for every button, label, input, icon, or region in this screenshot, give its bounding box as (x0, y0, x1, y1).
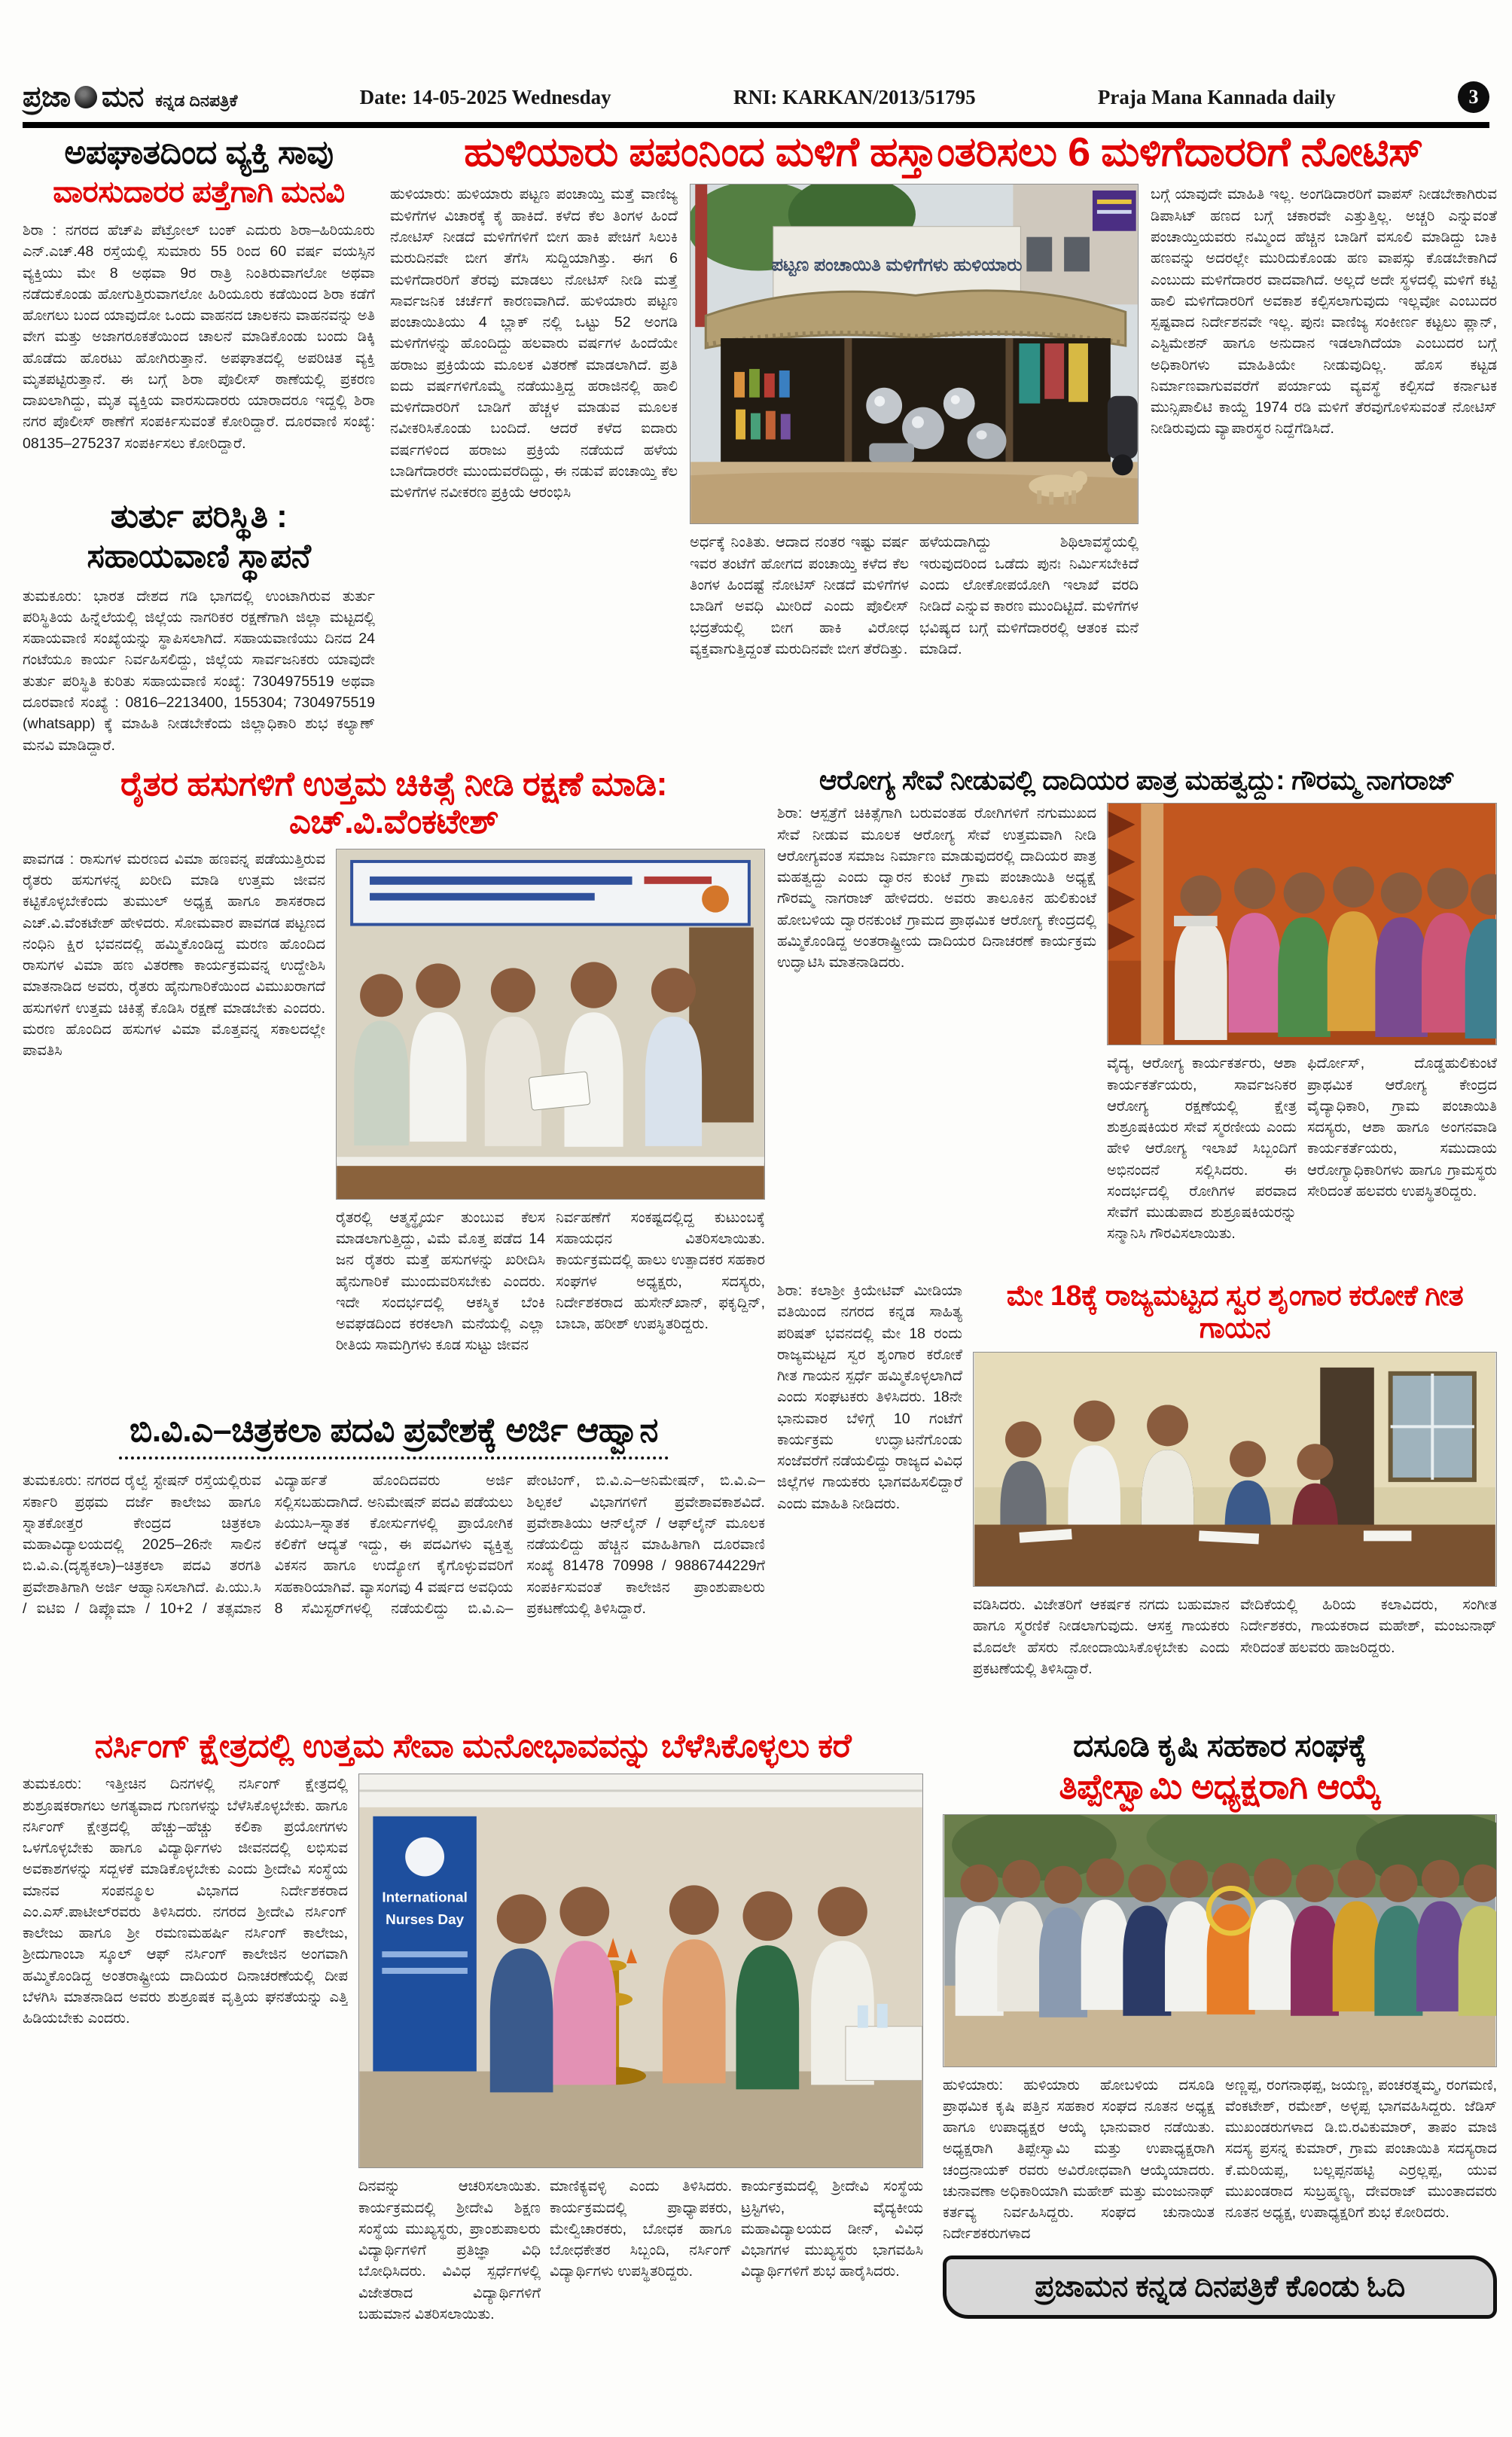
health-headline: ಆರೋಗ್ಯ ಸೇವೆ ನೀಡುವಲ್ಲಿ ದಾದಿಯರ ಪಾತ್ರ ಮಹತ್ವದ್ದು: ಗೌರ‍ಮ್ಮ ನಾಗರಾಜ್ (818, 764, 1456, 795)
article-notice (390, 130, 1497, 761)
notice-middle (690, 184, 1139, 750)
dasudi-columns (943, 2075, 1497, 2245)
dasudi-photo-illustration (943, 1815, 1496, 2066)
dasudi-headline-line1: ದಸೂಡಿ ಕೃಷಿ ಸಹಕಾರ ಸಂಘಕ್ಕೆ (1073, 1728, 1367, 1763)
helpline-headline (23, 497, 375, 577)
masthead-rni: RNI: KARKAN/2013/51795 (733, 85, 976, 108)
health-photo-illustration (1108, 804, 1496, 1045)
health-sub-columns (1107, 1053, 1497, 1253)
karaoke-photo (973, 1352, 1497, 1587)
farmers-photo (336, 849, 765, 1200)
masthead-logo (23, 81, 237, 114)
farmers-col3: ನಿರ್ವಹಣೆಗೆ ಸಂಕಷ್ಟದಲ್ಲಿದ್ದ ಕುಟುಂಬಕ್ಕೆ ಸಹಾಯಧನ ವಿತರಿಸಲಾಯಿತು. ಕಾರ್ಯಕ್ರಮದಲ್ಲಿ ಹಾಲು ಉತ್ಪಾದಕರ ಸಹಕಾರ ಸಂಘಗಳ ಅಧ್ಯಕ್ಷರು, ಸದಸ್ಯರು, ನಿರ್ದೇಶಕರಾದ ಹುಸೇನ್‌ಖಾನ್, ಫಕೃದ್ದಿನ್, ಬಾಬಾ, ಹರೀಶ್ ಉಪಸ್ಥಿತರಿದ್ದರು. (556, 1209, 765, 1333)
health-col1: ಶಿರಾ: ಆಸ್ಪತ್ರೆಗೆ ಚಿಕಿತ್ಸೆಗಾಗಿ ಬರುವಂತಹ ರೋಗಿಗಳಿಗೆ ನಗುಮುಖದ ಸೇವೆ ನೀಡುವ ಮೂಲಕ ಆರೋಗ್ಯ ಸೇವೆ ಉತ್ತಮವಾಗಿ ನೀಡಿ ಆರೋಗ್ಯವಂತ ಸಮಾಜ ನಿರ್ಮಾಣ ಮಾಡುವುದರಲ್ಲಿ ದಾದಿಯರ ಪಾತ್ರ ಮಹತ್ವದ್ದು ಎಂದು ದ್ವಾರನ ಕುಂಟೆ ಗ್ರಾಮ ಪಂಚಾಯಿತಿ ಅಧ್ಯಕ್ಷೆ ಗೌರ‍ಮ್ಮ ನಾಗರಾಜ್ ಹೇಳಿದರು. ಅವರು ತಾಲೂಕಿನ ಹುಲಿಕುಂಟೆ ಹೋಬಳಿಯ ದ್ವಾರನಕುಂಟೆ ಗ್ರಾಮದ ಪ್ರಾಥಮಿಕ ಆರೋಗ್ಯ ಕೇಂದ್ರದಲ್ಲಿ ಹಮ್ಮಿಕೊಂಡಿದ್ದ ಅಂತರಾಷ್ಟ್ರೀಯ ದಾದಿಯರ ದಿನಾಚರಣೆ ಕಾರ್ಯಕ್ರಮ ಉದ್ಘಾಟಿಸಿ ಮಾತನಾಡಿದರು. (777, 805, 1096, 971)
article-dasudi (943, 1728, 1497, 2383)
dasudi-headline-line2: ತಿಪ್ಪೇಸ್ವಾಮಿ ಅಧ್ಯಕ್ಷರಾಗಿ ಆಯ್ಕೆ (1059, 1767, 1381, 1807)
nurses-day-banner-line2: Nurses Day (386, 1912, 465, 1929)
karaoke-headline: ಮೇ 18ಕ್ಕೆ ರಾಜ್ಯಮಟ್ಟದ ಸ್ವರ ಶೃಂಗಾರ ಕರೋಕೆ ಗೀತ ಗಾಯನ (1006, 1280, 1464, 1344)
farmers-middle (336, 849, 765, 1430)
farmers-sub-columns (336, 1207, 765, 1420)
nursing-sub-columns (358, 2176, 923, 2353)
notice-col1: ಹುಳಿಯಾರು: ಹುಳಿಯಾರು ಪಟ್ಟಣ ಪಂಚಾಯ್ತಿ ಮತ್ತೆ ವಾಣಿಜ್ಯ ಮಳಿಗೆಗಳ ವಿಚಾರಕ್ಕೆ ಕೈ ಹಾಕಿದೆ. ಕಳೆದ ಕೆಲ ತಿಂಗಳ ಹಿಂದೆ ನೋಟಿಸ್ ನೀಡದೆ ಮಳಿಗೆಗಳಿಗೆ ಬೀಗ ಹಾಕಿ ಪೇಚಿಗೆ ಸಿಲುಕಿ ಮರುದಿನವೇ ಬೀಗ ತೆಗೆಸಿ ಸುದ್ದಿಯಾಗಿತ್ತು. ಈಗ 6 ಮಳಿಗೆದಾರರಿಗೆ ತೆರವು ಮಾಡಲು ನೋಟಿಸ್ ನೀಡಿ ಮತ್ತೆ ಸಾರ್ವಜನಿಕ ಚರ್ಚೆಗೆ ಕಾರಣವಾಗಿದೆ. ಹುಳಿಯಾರು ಪಟ್ಟಣ ಪಂಚಾಯಿತಿಯು 4 ಬ್ಲಾಕ್ ನಲ್ಲಿ ಒಟ್ಟು 52 ಅಂಗಡಿ ಮಳಿಗೆಗಳನ್ನು ಹೊಂದಿದ್ದು ಹಲವಾರು ವರ್ಷಗಳ ಹಿಂದೆಯೇ ಹರಾಜು ಪ್ರಕ್ರಿಯೆಯ ಮೂಲಕ ವಿತರಣೆ ಮಾಡಲಾಗಿದೆ. ಪ್ರತಿ ಐದು ವರ್ಷಗಳಿಗೊಮ್ಮೆ ನಡೆಯುತ್ತಿದ್ದ ಹರಾಜಿನಲ್ಲಿ ಹಾಲಿ ಮಳಿಗೆದಾರರಿಗೆ ಬಾಡಿಗೆ ಹೆಚ್ಚಳ ಮಾಡುವ ಮೂಲಕ ನವೀಕರಿಸಿಕೊಂಡು ಬಂದಿದೆ. ಆದರೆ ಕಳೆದ ಐದಾರು ವರ್ಷಗಳಿಂದ ಹರಾಜು ಪ್ರಕ್ರಿಯೆ ನಡೆಯದೆ ಹಳೆಯ ಬಾಡಿಗೆದಾರರೇ ಮುಂದುವರೆದಿದ್ದು, ಈ ನಡುವೆ ಪಂಚಾಯ್ತಿ ಕೆಲ ಮಳಿಗೆಗಳ ನವೀಕರಣ ಪ್ರಕ್ರಿಯೆ ಆರಂಭಿಸಿ (390, 186, 678, 502)
karaoke-main (973, 1280, 1497, 1717)
nursing-photo (358, 1774, 923, 2168)
shop-photo (690, 184, 1139, 524)
notice-col3: ಹಳೆಯದಾಗಿದ್ದು ಶಿಥಿಲಾವಸ್ಥೆಯಲ್ಲಿ ಇರುವುದರಿಂದ ಒಡೆದು ಪುನಃ ನಿರ್ಮಿಸಬೇಕಿದೆ ಎಂದು ಲೋಕೋಪಯೋಗಿ ಇಲಾಖೆ ವರದಿ ನೀಡಿದೆ ಎನ್ನುವ ಕಾರಣ ಮುಂದಿಟ್ಟಿದೆ. ಮಳಿಗೆಗಳ ಭವಿಷ್ಯದ ಬಗ್ಗೆ ಮಳಿಗೆದಾರರಲ್ಲಿ ಆತಂಕ ಮನೆ ಮಾಡಿದೆ. (919, 534, 1139, 657)
nursing-col4: ಕಾರ್ಯಕ್ರಮದಲ್ಲಿ ಶ್ರೀದೇವಿ ಸಂಸ್ಥೆಯ ಟ್ರಸ್ಟಿಗಳು, ವೈದ್ಯಕೀಯ ಮಹಾವಿದ್ಯಾಲಯದ ಡೀನ್, ವಿವಿಧ ವಿಭಾಗಗಳ ಮುಖ್ಯಸ್ಥರು ಭಾಗವಹಿಸಿ ವಿದ್ಯಾರ್ಥಿಗಳಿಗೆ ಶುಭ ಹಾರೈಸಿದರು. (741, 2178, 923, 2280)
bva-headline: ಬಿ.ವಿ.ಎ–ಚಿತ್ರಕಲಾ ಪದವಿ ಪ್ರವೇಶಕ್ಕೆ ಅರ್ಜಿ ಆಹ್ವಾನ (119, 1411, 669, 1459)
karaoke-col1: ಶಿರಾ: ಕಲಾಶ್ರೀ ಕ್ರಿಯೇಟಿವ್ ಮೀಡಿಯಾ ವತಿಯಿಂದ ನಗರದ ಕನ್ನಡ ಸಾಹಿತ್ಯ ಪರಿಷತ್ ಭವನದಲ್ಲಿ ಮೇ 18 ರಂದು ರಾಜ್ಯಮಟ್ಟದ ಸ್ವರ ಶೃಂಗಾರ ಕರೋಕೆ ಗೀತ ಗಾಯನ ಸ್ಪರ್ಧೆ ಹಮ್ಮಿಕೊಳ್ಳಲಾಗಿದೆ ಎಂದು ಸಂಘಟಕರು ತಿಳಿಸಿದರು. 18ನೇ ಭಾನುವಾರ ಬೆಳಿಗ್ಗೆ 10 ಗಂಟೆಗೆ ಕಾರ್ಯಕ್ರಮ ಉದ್ಘಾಟನೆಗೊಂಡು ಸಂಜೆವರೆಗೆ ನಡೆಯಲಿದ್ದು ರಾಜ್ಯದ ವಿವಿಧ ಜಿಲ್ಲೆಗಳ ಗಾಯಕರು ಭಾಗವಹಿಸಲಿದ್ದಾರೆ ಎಂದು ಮಾಹಿತಿ ನೀಡಿದರು. (777, 1283, 962, 1512)
notice-columns (390, 184, 1497, 750)
promo-box (943, 2256, 1497, 2319)
article-nursing (23, 1728, 923, 2369)
shop-photo-illustration (690, 185, 1138, 523)
nursing-columns (23, 1774, 923, 2358)
notice-col4: ಬಗ್ಗೆ ಯಾವುದೇ ಮಾಹಿತಿ ಇಲ್ಲ. ಅಂಗಡಿದಾರರಿಗೆ ವಾಪಸ್ ನೀಡಬೇಕಾಗಿರುವ ಡಿಪಾಸಿಟ್ ಹಣದ ಬಗ್ಗೆ ಚಕಾರವೇ ಎತ್ತುತ್ತಿಲ್ಲ. ಅಚ್ಚರಿ ಎನ್ನುವಂತೆ ಪಂಚಾಯ್ತಿಯವರು ನಮ್ಮಿಂದ ಹೆಚ್ಚಿನ ಬಾಡಿಗೆ ವಸೂಲಿ ಮಾಡಿದ್ದು ಬಾಕಿ ಹಣವನ್ನು ಅದರಲ್ಲೇ ಮುರಿದುಕೊಂಡು ಹಣ ವಾಪಸ್ಸು ಕೊಡಬೇಕಾಗಿದೆ ಎಂಬುದು ಮಳಿಗೆದಾರರ ವಾದವಾಗಿದೆ. ಅಲ್ಲದೆ ಅದೇ ಸ್ಥಳದಲ್ಲಿ ಮಳಿಗೆ ಕಟ್ಟಿ ಹಾಲಿ ಮಳಿಗೆದಾರರಿಗೆ ಅವಕಾಶ ಕಲ್ಪಿಸಲಾಗುವುದು ಇಲ್ಲವೋ ಎಂಬುದರ ಸ್ಪಷ್ಟವಾದ ನಿರ್ದೇಶನವೇ ಇಲ್ಲ. ಪುನಃ ವಾಣಿಜ್ಯ ಸಂಕೀರ್ಣ ಕಟ್ಟಲು ಪ್ಲಾನ್, ಎಸ್ಟಿಮೇಶನ್ ಹಾಗೂ ಅನುದಾನ ಇಡಲಾಗಿದೆಯಾ ಎಂಬುದರ ಬಗ್ಗೆ ಅಧಿಕಾರಿಗಳು ಮಾಹಿತಿಯೇ ನೀಡುವುದಿಲ್ಲ. ಹೊಸ ಕಟ್ಟಡ ನಿರ್ಮಾಣವಾಗುವವರೆಗೆ ಪರ್ಯಾಯ ವ್ಯವಸ್ಥೆ ಕಲ್ಪಿಸದೆ ಕರ್ನಾಟಕ ಮುನ್ಸಿಪಾಲಿಟಿ ಕಾಯ್ದೆ 1974 ರಡಿ ಮಳಿಗೆ ತೆರವುಗೊಳಿಸುವಂತೆ ನೋಟಿಸ್ ನೀಡಿರುವುದು ವ್ಯಾಪಾರಸ್ಥರ ನಿದ್ದೆಗೆಡಿಸಿದೆ. (1151, 186, 1497, 438)
article-accident (23, 134, 375, 759)
masthead-emblem-icon (75, 86, 97, 108)
farmers-col2: ರೈತರಲ್ಲಿ ಆತ್ಮಸ್ಥೈರ್ಯ ತುಂಬುವ ಕೆಲಸ ಮಾಡಲಾಗುತ್ತಿದ್ದು, ವಿಮೆ ಮೊತ್ತ ಪಡೆದ 14 ಜನ ರೈತರು ಮತ್ತೆ ಹಸುಗಳನ್ನು ಖರೀದಿಸಿ ಹೈನುಗಾರಿಕೆ ಮುಂದುವರಿಸಬೇಕು ಎಂದರು. ಇದೇ ಸಂದರ್ಭದಲ್ಲಿ ಆಕಸ್ಮಿಕ ಬೆಂಕಿ ಅವಘಡದಿಂದ ಕರಕಲಾಗಿ ಮನೆಯಲ್ಲಿ ಎಲ್ಲಾ ರೀತಿಯ ಸಾಮಗ್ರಿಗಳು ಕೂಡ ಸುಟ್ಟು ಜೀವನ (336, 1209, 545, 1354)
page-number-badge: 3 (1458, 81, 1489, 113)
logo-word-mana: ಮನ (101, 81, 144, 113)
notice-headline: ಹುಳಿಯಾರು ಪಪಂನಿಂದ ಮಳಿಗೆ ಹಸ್ತಾಂತರಿಸಲು 6 ಮಳಿಗೆದಾರರಿಗೆ ನೋಟಿಸ್ (464, 130, 1423, 175)
dasudi-photo (943, 1814, 1497, 2067)
farmers-photo-illustration (337, 849, 764, 1199)
masthead-rule (23, 122, 1489, 128)
helpline-body: ತುಮಕೂರು: ಭಾರತ ದೇಶದ ಗಡಿ ಭಾಗದಲ್ಲಿ ಉಂಟಾಗಿರುವ ತುರ್ತು ಪರಿಸ್ಥಿತಿಯ ಹಿನ್ನೆಲೆಯಲ್ಲಿ ಜಿಲ್ಲೆಯ ನಾಗರಿಕರ ರಕ್ಷಣೆಗಾಗಿ ಜಿಲ್ಲಾ ಮಟ್ಟದಲ್ಲಿ ಸಹಾಯವಾಣಿ ಸಂಖ್ಯೆಯನ್ನು ಸ್ಥಾಪಿಸಲಾಗಿದೆ. ಸಹಾಯವಾಣಿಯು ದಿನದ 24 ಗಂಟೆಯೂ ಕಾರ್ಯ ನಿರ್ವಹಿಸಲಿದ್ದು, ಜಿಲ್ಲೆಯ ಸಾರ್ವಜನಿಕರು ಯಾವುದೇ ತುರ್ತು ಪರಿಸ್ಥಿತಿ ಕುರಿತು ಸಹಾಯವಾಣಿ ಸಂಖ್ಯೆ: 7304975519 ಅಥವಾ ದೂರವಾಣಿ ಸಂಖ್ಯೆ : 0816–2213400, 155304; 7304975519 (whatsapp) ಕ್ಕೆ ಮಾಹಿತಿ ನೀಡಬೇಕೆಂದು ಜಿಲ್ಲಾಧಿಕಾರಿ ಶುಭ ಕಲ್ಯಾಣ್ ಮನವಿ ಮಾಡಿದ್ದಾರೆ. (23, 587, 375, 754)
health-columns (777, 803, 1497, 1258)
logo-word-praja: ಪ್ರಜಾ (23, 81, 70, 113)
nursing-headline: ನರ್ಸಿಂಗ್ ಕ್ಷೇತ್ರದಲ್ಲಿ ಉತ್ತಮ ಸೇವಾ ಮನೋಭಾವವನ್ನು ಬೆಳೆಸಿಕೊಳ್ಳಲು ಕರೆ (94, 1728, 852, 1764)
health-col3: ಫಿರ್ದೋಸ್, ದೊಡ್ಡಹುಲಿಕುಂಟೆ ಪ್ರಾಥಮಿಕ ಆರೋಗ್ಯ ಕೇಂದ್ರದ ವೈದ್ಯಾಧಿಕಾರಿ, ಗ್ರಾಮ ಪಂಚಾಯಿತಿ ಸದಸ್ಯರು, ಆಶಾ ಹಾಗೂ ಅಂಗನವಾಡಿ ಕಾರ್ಯಕರ್ತೆಯರು, ಸಮುದಾಯ ಆರೋಗ್ಯಾಧಿಕಾರಿಗಳು ಹಾಗೂ ಗ್ರಾಮಸ್ಥರು ಸೇರಿದಂತೆ ಹಲವರು ಉಪಸ್ಥಿತರಿದ್ದರು. (1307, 1055, 1497, 1200)
article-karaoke (777, 1280, 1497, 1717)
promo-label: ಪ್ರಜಾಮನ ಕನ್ನಡ ದಿನಪತ್ರಿಕೆ ಕೊಂಡು ಓದಿ (1035, 2270, 1405, 2303)
nurses-day-banner-line1: International (382, 1890, 468, 1906)
farmers-col1: ಪಾವಗಡ : ರಾಸುಗಳ ಮರಣದ ವಿಮಾ ಹಣವನ್ನ ಪಡೆಯುತ್ತಿರುವ ರೈತರು ಹಸುಗಳನ್ನ ಖರೀದಿ ಮಾಡಿ ಉತ್ತಮ ಜೀವನ ಕಟ್ಟಿಕೊಳ್ಳಬೇಕೆಂದು ತುಮುಲ್ ಅಧ್ಯಕ್ಷ ಹಾಗೂ ಶಾಸಕರಾದ ಎಚ್.ವಿ.ವೆಂಕಟೇಶ್ ಹೇಳಿದರು. ಸೋಮವಾರ ಪಾವಗಡ ಪಟ್ಟಣದ ನಂಧಿನಿ ಕ್ಷಿರ ಭವನದಲ್ಲಿ ಹಮ್ಮಿಕೊಂಡಿದ್ದ ಮರಣ ಹೊಂದಿದ ರಾಸುಗಳ ವಿಮಾ ಹಣ ವಿತರಣಾ ಕಾರ್ಯಕ್ರಮವನ್ನ ಉದ್ದೇಶಿಸಿ ಮಾತನಾಡಿದ ಅವರು, ರೈತರು ಹೈನುಗಾರಿಕೆಯಿಂದ ವಿಮುಖರಾಗದೆ ಹಸುಗಳಿಗೆ ಉತ್ತಮ ಚಿಕಿತ್ಸೆ ಕೊಡಿಸಿ ರಕ್ಷಣೆ ಮಾಡಬೇಕು ಎಂದರು. ಮರಣ ಹೊಂದಿದ ಹಸುಗಳ ವಿಮಾ ಮೊತ್ತವನ್ನ ಸಕಾಲದಲ್ಲೇ ಪಾವತಿಸಿ (23, 850, 325, 1060)
nursing-col3: ಮಾಣಿಕ್ಯವಳ್ಳಿ ಎಂದು ತಿಳಿಸಿದರು. ಕಾರ್ಯಕ್ರಮದಲ್ಲಿ ಪ್ರಾಧ್ಯಾಪಕರು, ಮೇಲ್ವಿಚಾರಕರು, ಬೋಧಕ ಹಾಗೂ ಬೋಧಕೇತರ ಸಿಬ್ಬಂದಿ, ನರ್ಸಿಂಗ್ ವಿದ್ಯಾರ್ಥಿಗಳು ಉಪಸ್ಥಿತರಿದ್ದರು. (550, 2178, 732, 2280)
article-bva (23, 1411, 765, 1716)
accident-body: ಶಿರಾ : ನಗರದ ಹೆಚ್‌ಪಿ ಪೆಟ್ರೋಲ್ ಬಂಕ್ ಎದುರು ಶಿರಾ–ಹಿರಿಯೂರು ಎನ್.ಎಚ್.48 ರಸ್ತೆಯಲ್ಲಿ ಸುಮಾರು 55 ರಿಂದ 60 ವರ್ಷ ವಯಸ್ಸಿನ ವ್ಯಕ್ತಿಯು ಮೇ 8 ಅಥವಾ 9ರ ರಾತ್ರಿ ನಿಂತಿರುವಾಗಲೋ ಅಥವಾ ನಡೆದುಕೊಂಡು ಹೋಗುತ್ತಿರುವಾಗಲೋ ಹಿರಿಯೂರು ಕಡೆಯಿಂದ ಶಿರಾ ಕಡೆಗೆ ಹೋಗಲು ಬಂದ ಯಾವುದೋ ಒಂದು ವಾಹನದ ಚಾಲಕನು ವಾಹನವನ್ನು ಅತಿ ವೇಗ ಮತ್ತು ಅಜಾಗರೂಕತೆಯಿಂದ ಚಾಲನೆ ಮಾಡಿಕೊಂಡು ಬಂದು ಡಿಕ್ಕಿ ಹೊಡೆದು ಹೊರಟು ಹೋಗಿರುತ್ತಾನೆ. ಅಪಘಾತದಲ್ಲಿ ಅಪರಿಚಿತ ವ್ಯಕ್ತಿ ಮೃತಪಟ್ಟಿರುತ್ತಾನೆ. ಈ ಬಗ್ಗೆ ಶಿರಾ ಪೊಲೀಸ್ ಠಾಣೆಯಲ್ಲಿ ಪ್ರಕರಣ ದಾಖಲಾಗಿದ್ದು, ಮೃತ ವ್ಯಕ್ತಿಯ ವಾರಸುದಾರರು ಯಾರಾದರೂ ಇದ್ದಲ್ಲಿ ಶಿರಾ ನಗರ ಪೊಲೀಸ್ ಠಾಣೆಗೆ ಸಂಪರ್ಕಿಸುವಂತೆ ಕೋರಿದ್ದಾರೆ. ದೂರವಾಣಿ ಸಂಖ್ಯೆ: 08135–275237 ಸಂಪರ್ಕಿಸಲು ಕೋರಿದ್ದಾರೆ. (23, 222, 375, 452)
helpline-headline-line2: ಸಹಾಯವಾಣಿ ಸ್ಥಾಪನೆ (87, 537, 311, 575)
nursing-photo-illustration (359, 1774, 922, 2167)
logo-subtitle: ಕನ್ನಡ ದಿನಪತ್ರಿಕೆ (155, 90, 238, 110)
shop-signboard-text: ಪಟ್ಟಣ ಪಂಚಾಯಿತಿ ಮಳಿಗೆಗಳು ಹುಳಿಯಾರು (771, 255, 1023, 276)
health-photo (1107, 803, 1497, 1045)
karaoke-photo-illustration (974, 1353, 1496, 1586)
bva-body: ತುಮಕೂರು: ನಗರದ ರೈಲ್ವೆ ಸ್ಟೇಷನ್ ರಸ್ತೆಯಲ್ಲಿರುವ ಸರ್ಕಾರಿ ಪ್ರಥಮ ದರ್ಜೆ ಕಾಲೇಜು ಹಾಗೂ ಸ್ನಾತಕೋತ್ತರ ಕೇಂದ್ರದ ಚಿತ್ರಕಲಾ ಮಹಾವಿದ್ಯಾಲಯದಲ್ಲಿ 2025–26ನೇ ಸಾಲಿನ ಬಿ.ವಿ.ಎ.(ದೃಶ್ಯಕಲಾ)–ಚಿತ್ರಕಲಾ ಪದವಿ ತರಗತಿ ಪ್ರವೇಶಾತಿಗಾಗಿ ಅರ್ಜಿ ಆಹ್ವಾನಿಸಲಾಗಿದೆ. ಪಿ.ಯು.ಸಿ / ಐಟಿಐ / ಡಿಪ್ಲೊಮಾ / 10+2 / ತತ್ಸಮಾನ ವಿದ್ಯಾರ್ಹತೆ ಹೊಂದಿದವರು ಅರ್ಜಿ ಸಲ್ಲಿಸಬಹುದಾಗಿದೆ. ಅನಿಮೇಷನ್ ಪದವಿ ಪಡೆಯಲು ಪಿಯುಸಿ–ಸ್ನಾತಕ ಕೋರ್ಸುಗಳಲ್ಲಿ ಪ್ರಾಯೋಗಿಕ ಕಲಿಕೆಗೆ ಆದ್ಯತೆ ಇದ್ದು, ಈ ಪದವಿಗಳು ವ್ಯಕ್ತಿತ್ವ ವಿಕಸನ ಹಾಗೂ ಉದ್ಯೋಗ ಕೈಗೊಳ್ಳುವವರಿಗೆ ಸಹಕಾರಿಯಾಗಿವೆ. ವ್ಯಾಸಂಗವು 4 ವರ್ಷದ ಅವಧಿಯ 8 ಸೆಮಿಸ್ಟರ್‌ಗಳಲ್ಲಿ ನಡೆಯಲಿದ್ದು ಬಿ.ವಿ.ಎ–ಪೇಂಟಿಂಗ್, ಬಿ.ವಿ.ಎ–ಅನಿಮೇಷನ್, ಬಿ.ವಿ.ಎ–ಶಿಲ್ಪಕಲೆ ವಿಭಾಗಗಳಿಗೆ ಪ್ರವೇಶಾವಕಾಶವಿದೆ. ಪ್ರವೇಶಾತಿಯು ಆನ್‌ಲೈನ್ / ಆಫ್‌ಲೈನ್ ಮೂಲಕ ನಡೆಯಲಿದ್ದು ಹೆಚ್ಚಿನ ಮಾಹಿತಿಗಾಗಿ ದೂರವಾಣಿ ಸಂಖ್ಯೆ 81478 70998 / 9886744229ಗೆ ಸಂಪರ್ಕಿಸುವಂತೆ ಕಾಲೇಜಿನ ಪ್ರಾಂಶುಪಾಲರು ಪ್ರಕಟಣೆಯಲ್ಲಿ ತಿಳಿಸಿದ್ದಾರೆ. (23, 1472, 765, 1617)
health-middle (1107, 803, 1497, 1258)
karaoke-col2: ವಡಿಸಿದರು. ವಿಜೇತರಿಗೆ ಆಕರ್ಷಕ ನಗದು ಬಹುಮಾನ ಹಾಗೂ ಸ್ಮರಣಿಕೆ ನೀಡಲಾಗುವುದು. ಆಸಕ್ತ ಗಾಯಕರು ಮೊದಲೇ ಹೆಸರು ನೋಂದಾಯಿಸಿಕೊಳ್ಳಬೇಕು ಎಂದು ಪ್ರಕಟಣೆಯಲ್ಲಿ ತಿಳಿಸಿದ್ದಾರೆ. (973, 1597, 1230, 1677)
dasudi-col1: ಹುಳಿಯಾರು: ಹುಳಿಯಾರು ಹೋಬಳಿಯ ದಸೂಡಿ ಪ್ರಾಥಮಿಕ ಕೃಷಿ ಪತ್ತಿನ ಸಹಕಾರ ಸಂಘದ ನೂತನ ಅಧ್ಯಕ್ಷ ಹಾಗೂ ಉಪಾಧ್ಯಕ್ಷರ ಆಯ್ಕೆ ಭಾನುವಾರ ನಡೆಯಿತು. ಅಧ್ಯಕ್ಷರಾಗಿ ತಿಪ್ಪೇಸ್ವಾಮಿ ಮತ್ತು ಉಪಾಧ್ಯಕ್ಷರಾಗಿ ಚಂದ್ರನಾಯಕ್ ರವರು ಅವಿರೋಧವಾಗಿ ಆಯ್ಕೆಯಾದರು. ಚುನಾವಣಾ ಅಧಿಕಾರಿಯಾಗಿ ಮಹೇಶ್ ಮತ್ತು ಮಂಜುನಾಥ್ ಕರ್ತವ್ಯ ನಿರ್ವಹಿಸಿದ್ದರು. ಸಂಘದ ಚುನಾಯಿತ ನಿರ್ದೇಶಕರುಗಳಾದ (943, 2076, 1215, 2243)
nursing-col2: ದಿನವನ್ನು ಆಚರಿಸಲಾಯಿತು. ಕಾರ್ಯಕ್ರಮದಲ್ಲಿ ಶ್ರೀದೇವಿ ಶಿಕ್ಷಣ ಸಂಸ್ಥೆಯ ಮುಖ್ಯಸ್ಥರು, ಪ್ರಾಂಶುಪಾಲರು ವಿದ್ಯಾರ್ಥಿಗಳಿಗೆ ಪ್ರತಿಜ್ಞಾ ವಿಧಿ ಬೋಧಿಸಿದರು. ವಿವಿಧ ಸ್ಪರ್ಧೆಗಳಲ್ಲಿ ವಿಜೇತರಾದ ವಿದ್ಯಾರ್ಥಿಗಳಿಗೆ ಬಹುಮಾನ ವಿತರಿಸಲಾಯಿತು. (358, 2178, 541, 2323)
helpline-headline-line1: ತುರ್ತು ಪರಿಸ್ಥಿತಿ : (110, 498, 288, 535)
masthead-date: Date: 14-05-2025 Wednesday (359, 85, 611, 108)
dasudi-col2: ಅಣ್ಣಪ್ಪ, ರಂಗನಾಥಪ್ಪ, ಜಯಣ್ಣ, ಪಂಚರತ್ನಮ್ಮ, ರಂಗಮಣಿ, ವೆಂಕಟೇಶ್, ರಮೇಶ್, ಅಳ್ಳಪ್ಪ ಭಾಗವಹಿಸಿದ್ದರು. ಜೆಡಿಸ್ ಮುಖಂಡರುಗಳಾದ ಡಿ.ಬಿ.ರವಿಕುಮಾರ್, ತಾಪಂ ಮಾಜಿ ಸದಸ್ಯ ಪ್ರಸನ್ನ ಕುಮಾರ್, ಗ್ರಾಮ ಪಂಚಾಯಿತಿ ಸದಸ್ಯರಾದ ಕೆ.ಮರಿಯಪ್ಪ, ಬಲ್ಲಪ್ಪನಹಟ್ಟಿ ಎರ್ರಲ್ಲಪ್ಪ, ಯುವ ಮುಖಂಡರಾದ ಸುಬ್ರಹ್ಮಣ್ಯ, ದೇವರಾಜ್ ಮುಂತಾದವರು ನೂತನ ಅಧ್ಯಕ್ಷ, ಉಪಾಧ್ಯಕ್ಷರಿಗೆ ಶುಭ ಕೋರಿದರು. (1225, 2076, 1497, 2222)
karaoke-sub-columns (973, 1594, 1497, 1731)
nursing-middle (358, 1774, 923, 2358)
masthead (23, 75, 1489, 119)
article-health (777, 765, 1497, 1274)
accident-subhead: ವಾರಸುದಾರರ ಪತ್ತೆಗಾಗಿ ಮನವಿ (53, 175, 345, 209)
farmers-columns (23, 849, 765, 1430)
nursing-col1: ತುಮಕೂರು: ಇತ್ತೀಚಿನ ದಿನಗಳಲ್ಲಿ ನರ್ಸಿಂಗ್ ಕ್ಷೇತ್ರದಲ್ಲಿ ಶುಶ್ರೂಷಕರಾಗಲು ಅಗತ್ಯವಾದ ಗುಣಗಳನ್ನು ಬೆಳೆಸಿಕೊಳ್ಳಬೇಕು. ಹಾಗೂ ನರ್ಸಿಂಗ್ ಕ್ಷೇತ್ರದಲ್ಲಿ ಹೆಚ್ಚು–ಹೆಚ್ಚು ಕಲಿಕಾ ಪ್ರಯೋಗಗಳು ಒಳಗೊಳ್ಳಬೇಕು ಹಾಗೂ ವಿದ್ಯಾರ್ಥಿಗಳು ಜೀವನದಲ್ಲಿ ಲಭಿಸುವ ಅವಕಾಶಗಳನ್ನು ಸದ್ಬಳಕೆ ಮಾಡಿಕೊಳ್ಳಬೇಕು ಎಂದು ಶ್ರೀದೇವಿ ಸಂಸ್ಥೆಯ ಮಾನವ ಸಂಪನ್ಮೂಲ ವಿಭಾಗದ ನಿರ್ದೇಶಕರಾದ ಎಂ.ಎಸ್.ಪಾಟೀಲ್‌ರವರು ತಿಳಿಸಿದರು. ನಗರದ ಶ್ರೀದೇವಿ ನರ್ಸಿಂಗ್ ಕಾಲೇಜು ಹಾಗೂ ಶ್ರೀ ರಮಣಮಹರ್ಷಿ ನರ್ಸಿಂಗ್ ಕಾಲೇಜು, ಶ್ರೀದುಗಾಂಬಾ ಸ್ಕೂಲ್ ಆಫ್ ನರ್ಸಿಂಗ್ ಕಾಲೇಜಿನ ಅಂಗವಾಗಿ ಹಮ್ಮಿಕೊಂಡಿದ್ದ ಅಂತರಾಷ್ಟ್ರೀಯ ದಾದಿಯರ ದಿನಾಚರಣೆಯಲ್ಲಿ ದೀಪ ಬೆಳಗಿಸಿ ಮಾತನಾಡಿದ ಅವರು ಶುಶ್ರೂಷಕ ವೃತ್ತಿಯ ಘನತೆಯನ್ನು ಎತ್ತಿ ಹಿಡಿಯಬೇಕು ಎಂದರು. (23, 1776, 348, 2027)
notice-sub-columns (690, 532, 1139, 741)
karaoke-col3: ವೇದಿಕೆಯಲ್ಲಿ ಹಿರಿಯ ಕಲಾವಿದರು, ಸಂಗೀತ ನಿರ್ದೇಶಕರು, ಗಾಯಕರಾದ ಮಹೇಶ್, ಮಂಜುನಾಥ್ ಸೇರಿದಂತೆ ಹಲವರು ಹಾಜರಿದ್ದರು. (1240, 1597, 1497, 1656)
health-col2: ವೈದ್ಯ, ಆರೋಗ್ಯ ಕಾರ್ಯಕರ್ತರು, ಆಶಾ ಕಾರ್ಯಕರ್ತೆಯರು, ಸಾರ್ವಜನಿಕರ ಆರೋಗ್ಯ ರಕ್ಷಣೆಯಲ್ಲಿ ಕ್ಷೇತ್ರ ಶುಶ್ರೂಷಕಿಯರ ಸೇವೆ ಸ್ಮರಣೀಯ ಎಂದು ಹೇಳಿ ಆರೋಗ್ಯ ಇಲಾಖೆ ಸಿಬ್ಬಂದಿಗೆ ಅಭಿನಂದನೆ ಸಲ್ಲಿಸಿದರು. ಈ ಸಂದರ್ಭದಲ್ಲಿ ರೋಗಿಗಳ ಪರವಾದ ಸೇವೆಗೆ ಮುಡುಪಾದ ಶುಶ್ರೂಷಕಿಯರನ್ನು ಸನ್ಮಾನಿಸಿ ಗೌರವಿಸಲಾಯಿತು. (1107, 1055, 1297, 1243)
farmers-headline: ರೈತರ ಹಸುಗಳಿಗೆ ಉತ್ತಮ ಚಿಕಿತ್ಸೆ ನೀಡಿ ರಕ್ಷಣೆ ಮಾಡಿ: ಎಚ್.ವಿ.ವೆಂಕಟೇಶ್ (120, 764, 668, 841)
article-farmers (23, 765, 765, 1404)
accident-headline: ಅಪಘಾತದಿಂದ ವ್ಯಕ್ತಿ ಸಾವು (64, 134, 334, 171)
notice-col2: ಅರ್ಧಕ್ಕೆ ನಿಂತಿತು. ಆದಾದ ನಂತರ ಇಷ್ಟು ವರ್ಷ ಇವರ ತಂಟೆಗೆ ಹೋಗದ ಪಂಚಾಯ್ತಿ ಕಳೆದ ಕೆಲ ತಿಂಗಳ ಹಿಂದಷ್ಟೆ ನೋಟಿಸ್ ನೀಡದೆ ಮಳಿಗೆಗಳ ಬಾಡಿಗೆ ಅವಧಿ ಮೀರಿದೆ ಎಂದು ಪೊಲೀಸ್ ಭದ್ರತೆಯಲ್ಲಿ ಬೀಗ ಹಾಕಿ ವಿರೋಧ ವ್ಯಕ್ತವಾಗುತ್ತಿದ್ದಂತೆ ಮರುದಿನವೇ ಬೀಗ ತೆರೆದಿತ್ತು. (690, 534, 909, 657)
masthead-daily-name: Praja Mana Kannada daily (1097, 85, 1336, 108)
